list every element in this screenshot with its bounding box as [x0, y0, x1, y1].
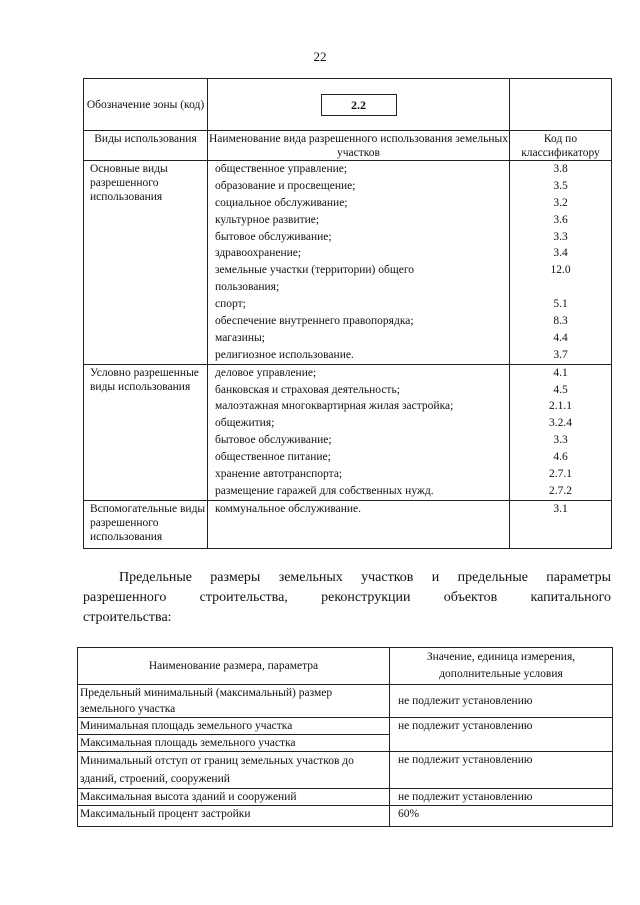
- use-name: земельные участки (территории) общего пользования;: [215, 264, 414, 294]
- use-name: магазины;: [215, 331, 265, 344]
- param-name: Максимальная высота зданий и сооружений: [78, 789, 390, 806]
- use-name: религиозное использование.: [215, 348, 354, 361]
- use-code: 12.0: [550, 264, 571, 277]
- use-code: 4.1: [553, 366, 568, 379]
- paragraph-line: Предельные размеры земельных участков и предельные параметры: [119, 570, 611, 585]
- param-value: не подлежит установлению: [390, 685, 613, 718]
- conditional-uses-codes: [510, 364, 612, 500]
- col-header-name: Наименование вида разрешенного использования земельных участков: [208, 131, 510, 161]
- use-code: 3.6: [553, 213, 568, 226]
- use-code: 3.3: [553, 230, 568, 243]
- main-uses-codes: [510, 161, 612, 365]
- use-code: 3.4: [553, 247, 568, 260]
- zone-code-cell: [208, 79, 510, 131]
- col-header-types: Виды использования: [84, 131, 208, 161]
- use-code: 2.7.1: [549, 468, 572, 481]
- paragraph-line: разрешенного строительства, реконструкции объектов капитального: [83, 590, 611, 605]
- use-name: общежития;: [215, 417, 275, 430]
- zone-label: Обозначение зоны (код): [86, 98, 205, 111]
- param-value: 60%: [390, 806, 613, 827]
- use-code: 4.6: [553, 451, 568, 464]
- use-name: деловое управление;: [215, 366, 317, 379]
- parameter-row: [78, 789, 613, 806]
- use-name: бытовое обслуживание;: [215, 230, 332, 243]
- use-code: 4.4: [553, 331, 568, 344]
- paragraph-line: строительства:: [83, 610, 172, 625]
- zone-header-row: [84, 79, 612, 131]
- use-code: 4.5: [553, 383, 568, 396]
- parameter-row: [78, 806, 613, 827]
- param-value: не подлежит установлению: [390, 718, 613, 752]
- limits-paragraph: [83, 568, 611, 628]
- conditional-uses-row: [84, 364, 612, 500]
- category-main: Основные виды разрешенного использования: [84, 161, 208, 365]
- parameter-row: [78, 718, 613, 735]
- category-auxiliary: Вспомогательные виды разрешенного использования: [84, 500, 208, 548]
- use-name: коммунальное обслуживание.: [215, 502, 362, 515]
- param-name: Максимальная площадь земельного участка: [78, 735, 390, 752]
- use-name: размещение гаражей для собственных нужд.: [215, 484, 434, 497]
- parameter-row: [78, 685, 613, 718]
- parameters-table: [77, 647, 613, 827]
- auxiliary-uses-names: [208, 500, 510, 548]
- column-header-row: [84, 131, 612, 161]
- use-name: бытовое обслуживание;: [215, 434, 332, 447]
- use-code: 3.8: [553, 163, 568, 175]
- use-name: здравоохранение;: [215, 247, 302, 260]
- use-code: 2.1.1: [549, 400, 572, 413]
- auxiliary-uses-codes: [510, 500, 612, 548]
- category-conditional: Условно разрешенные виды использования: [84, 364, 208, 500]
- auxiliary-uses-row: [84, 500, 612, 548]
- parameters-header-row: [78, 648, 613, 685]
- use-name: общественное управление;: [215, 163, 348, 175]
- use-code: 3.7: [553, 348, 568, 361]
- param-value: не подлежит установлению: [390, 752, 613, 789]
- param-name: Максимальный процент застройки: [78, 806, 390, 827]
- param-name: Минимальный отступ от границ земельных участков до зданий, строений, сооружений: [78, 752, 390, 789]
- param-value: не подлежит установлению: [390, 789, 613, 806]
- header-value: Значение, единица измерения, дополнительные условия: [390, 648, 613, 685]
- use-name: культурное развитие;: [215, 213, 320, 226]
- use-code: 3.5: [553, 179, 568, 192]
- main-uses-row: [84, 161, 612, 365]
- page-number: 22: [313, 49, 327, 64]
- conditional-uses-names: [208, 364, 510, 500]
- use-name: социальное обслуживание;: [215, 196, 348, 209]
- zone-label-cell: [84, 79, 208, 131]
- use-name: банковская и страховая деятельность;: [215, 383, 400, 396]
- zone-empty-cell: [510, 79, 612, 131]
- use-code: 3.1: [553, 502, 568, 515]
- param-name: Предельный минимальный (максимальный) размер земельного участка: [78, 685, 390, 718]
- use-code: 3.2.4: [549, 417, 572, 430]
- permitted-use-table: [83, 78, 612, 549]
- use-name: обеспечение внутреннего правопорядка;: [215, 315, 414, 328]
- use-code: 3.3: [553, 434, 568, 447]
- use-code: 3.2: [553, 196, 568, 209]
- col-header-code: Код по классификатору: [510, 131, 612, 161]
- zone-code: 2.2: [321, 94, 397, 116]
- use-code: 2.7.2: [549, 484, 572, 497]
- param-name: Минимальная площадь земельного участка: [78, 718, 390, 735]
- use-name: малоэтажная многоквартирная жилая застройка;: [215, 400, 454, 413]
- use-code: 5.1: [553, 298, 568, 311]
- use-name: образование и просвещение;: [215, 179, 356, 192]
- parameter-row: [78, 752, 613, 789]
- header-param: Наименование размера, параметра: [78, 648, 390, 685]
- use-name: спорт;: [215, 298, 246, 311]
- use-code: 8.3: [553, 315, 568, 328]
- main-uses-names: [208, 161, 510, 365]
- use-name: хранение автотранспорта;: [215, 468, 343, 481]
- use-name: общественное питание;: [215, 451, 331, 464]
